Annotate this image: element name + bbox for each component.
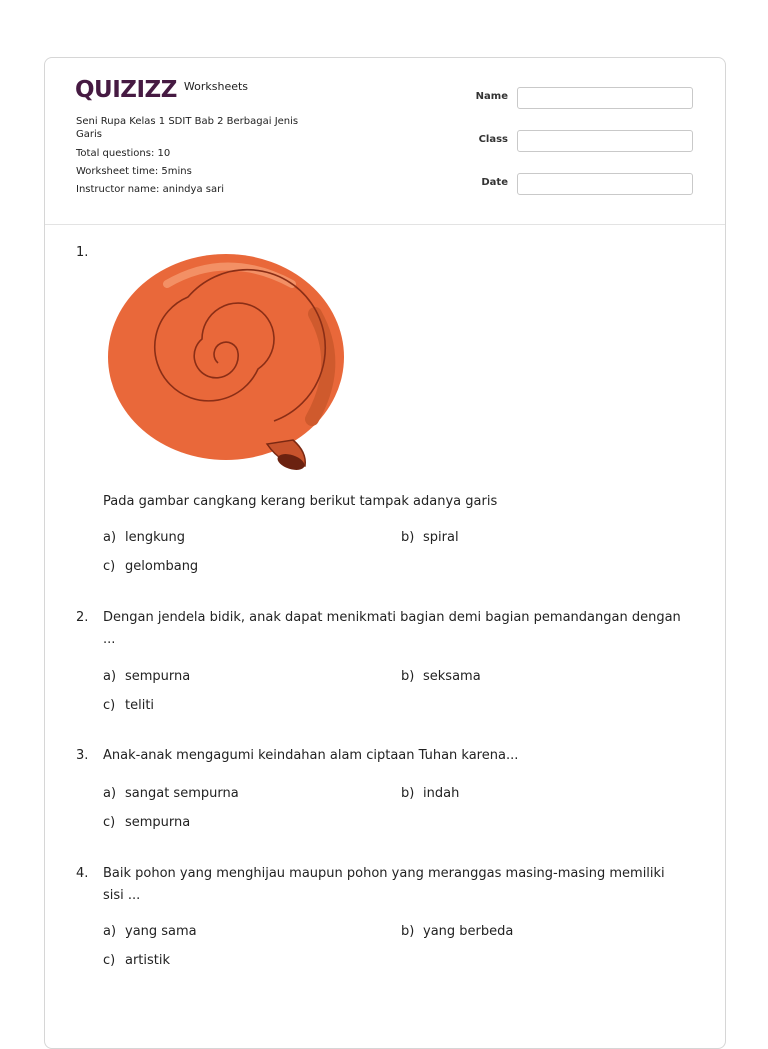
question-text: Pada gambar cangkang kerang berikut tampak adanya garis (103, 494, 498, 509)
option-c[interactable] (103, 559, 198, 574)
option-text: yang berbeda (423, 924, 514, 939)
option-text: spiral (423, 530, 459, 545)
option-b[interactable] (401, 669, 481, 684)
option-text: artistik (125, 953, 171, 968)
option-letter: c) (103, 953, 116, 968)
name-field[interactable] (517, 87, 693, 109)
option-letter: a) (103, 530, 117, 545)
name-label: Name (475, 91, 508, 102)
option-text: teliti (125, 698, 155, 713)
class-label: Class (478, 134, 508, 145)
worksheet-meta (76, 115, 316, 201)
question-number: 2. (76, 610, 89, 625)
instructor-name: Instructor name: anindya sari (76, 184, 224, 195)
option-letter: b) (401, 924, 415, 939)
option-text: seksama (423, 669, 481, 684)
option-letter: b) (401, 669, 415, 684)
option-letter: c) (103, 815, 116, 830)
option-text: gelombang (125, 559, 199, 574)
option-text: sempurna (125, 669, 191, 684)
option-letter: a) (103, 669, 117, 684)
option-text: sempurna (125, 815, 191, 830)
worksheet-title: Seni Rupa Kelas 1 SDIT Bab 2 Berbagai Jenis Garis (76, 116, 299, 140)
option-a[interactable] (103, 669, 190, 684)
option-b[interactable] (401, 786, 459, 801)
class-field[interactable] (517, 130, 693, 152)
option-b[interactable] (401, 530, 459, 545)
logo-wordmark: QUIZIZZ (75, 77, 177, 103)
option-b[interactable] (401, 924, 513, 939)
question-number: 4. (76, 866, 89, 881)
option-c[interactable] (103, 698, 154, 713)
option-text: indah (423, 786, 460, 801)
question-text: Baik pohon yang menghijau maupun pohon yang meranggas masing-masing memiliki sisi ... (103, 866, 665, 903)
option-text: sangat sempurna (125, 786, 239, 801)
question-text: Dengan jendela bidik, anak dapat menikmati bagian demi bagian pemandangan dengan ... (103, 610, 681, 647)
logo-subtitle: Worksheets (183, 80, 249, 93)
option-letter: a) (103, 924, 117, 939)
date-label: Date (481, 177, 508, 188)
question-number: 3. (76, 748, 89, 763)
option-c[interactable] (103, 953, 170, 968)
quizizz-logo (75, 78, 248, 102)
worksheet-time: Worksheet time: 5mins (76, 166, 192, 177)
option-text: yang sama (125, 924, 197, 939)
option-letter: c) (103, 559, 116, 574)
option-letter: b) (401, 530, 415, 545)
option-letter: c) (103, 698, 116, 713)
option-c[interactable] (103, 815, 190, 830)
option-text: lengkung (125, 530, 185, 545)
worksheet (44, 57, 726, 1049)
option-a[interactable] (103, 924, 197, 939)
option-a[interactable] (103, 786, 239, 801)
question-text: Anak-anak mengagumi keindahan alam ciptaan Tuhan karena... (103, 748, 519, 763)
date-field[interactable] (517, 173, 693, 195)
option-letter: b) (401, 786, 415, 801)
worksheet-header (45, 58, 725, 225)
spiral-shell-icon (107, 254, 347, 474)
option-a[interactable] (103, 530, 185, 545)
option-letter: a) (103, 786, 117, 801)
total-questions: Total questions: 10 (76, 148, 171, 159)
question-number: 1. (76, 245, 89, 260)
